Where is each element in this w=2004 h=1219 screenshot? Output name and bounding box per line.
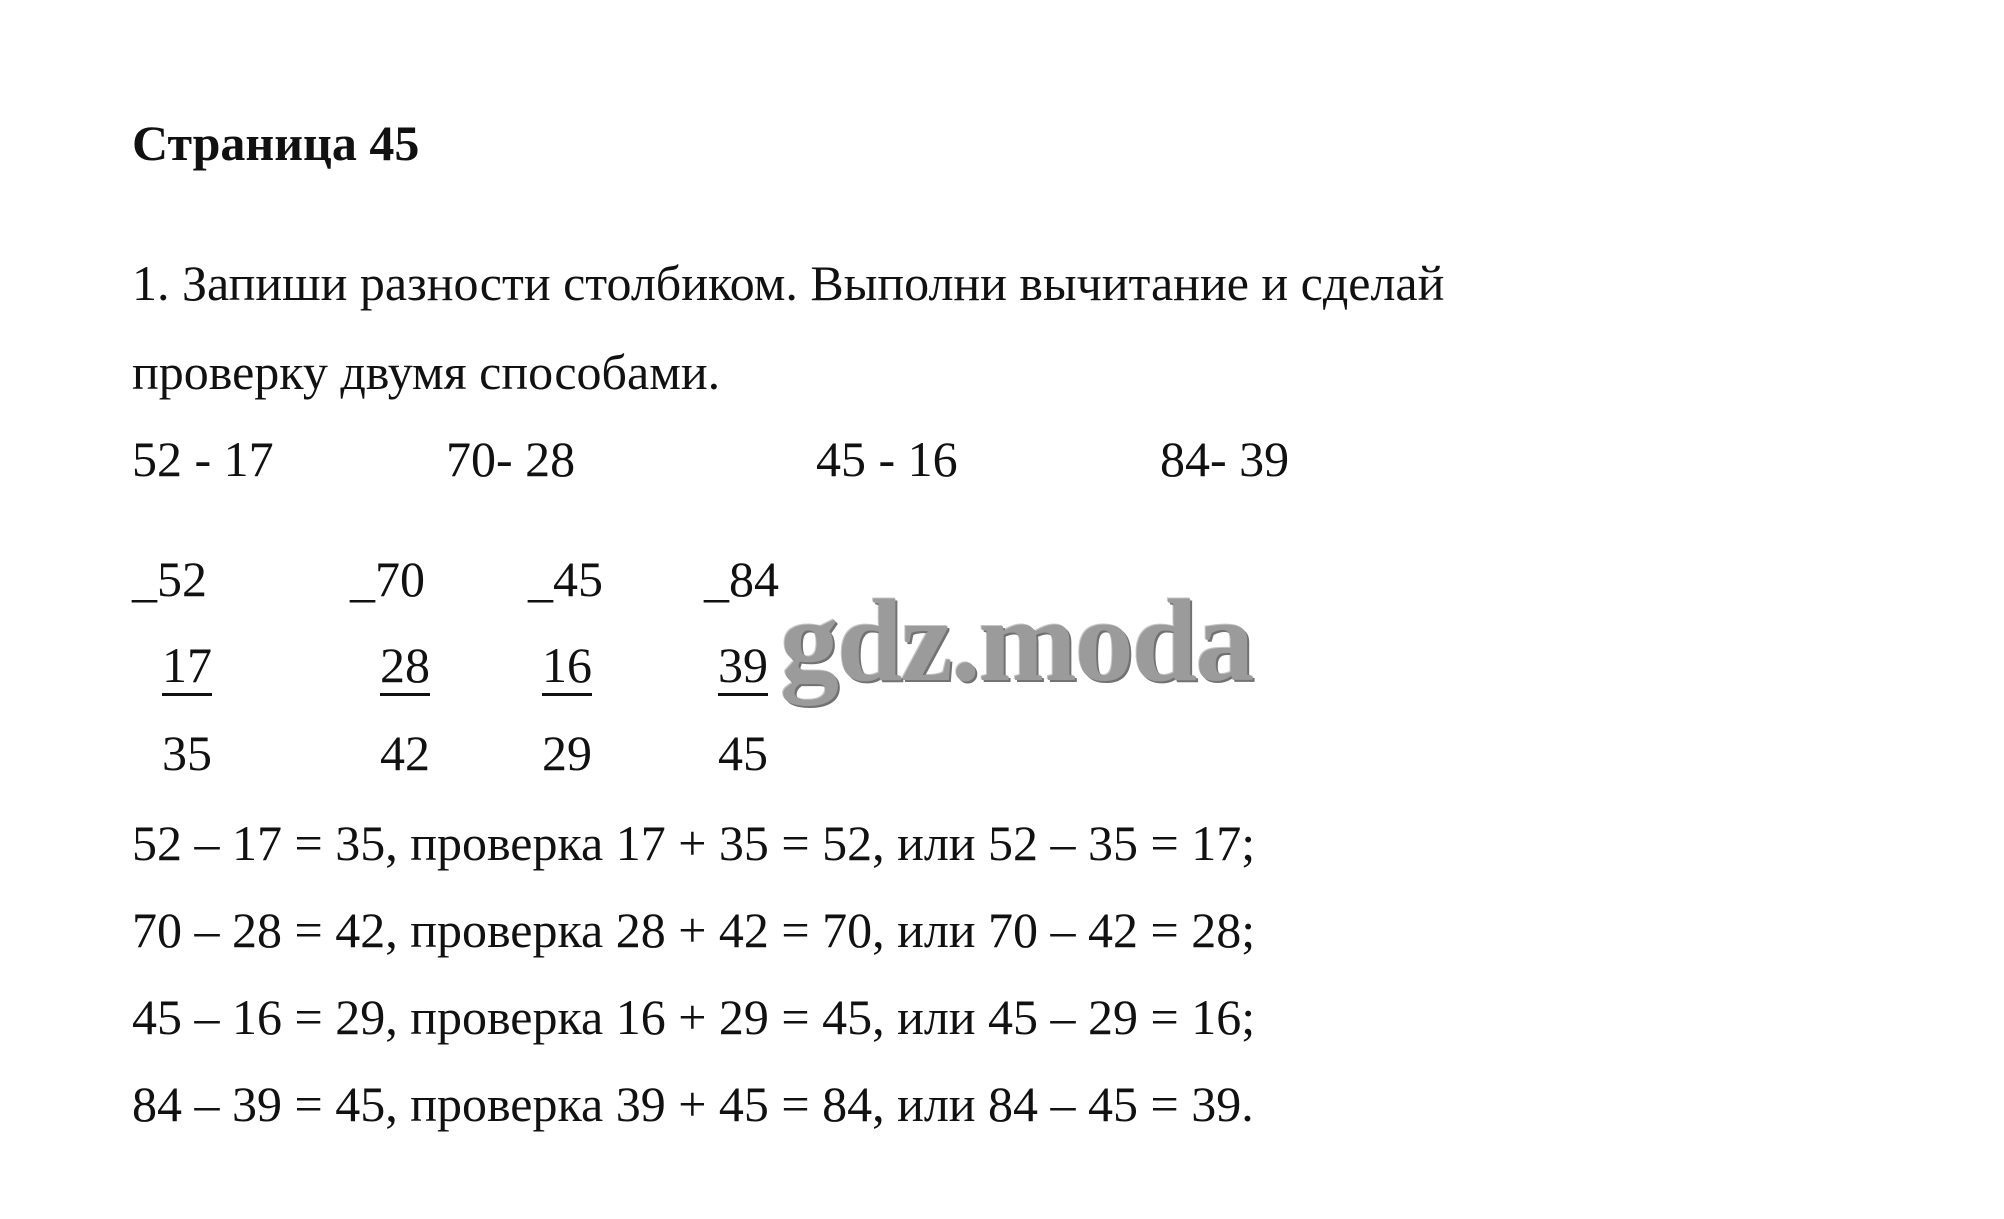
column-2-result: 42: [380, 725, 430, 781]
column-1-result: 35: [162, 725, 212, 781]
check-line-3: 45 – 16 = 29, проверка 16 + 29 = 45, или 45 – 29 = 16;: [132, 989, 1256, 1045]
check-line-1: 52 – 17 = 35, проверка 17 + 35 = 52, или 52 – 35 = 17;: [132, 815, 1256, 871]
task-text-line-1: 1. Запиши разности столбиком. Выполни вычитание и сделай: [132, 255, 1445, 311]
column-4-result: 45: [718, 725, 768, 781]
watermark-logo: gdz.moda: [780, 575, 1253, 706]
column-3-subtrahend: 16: [542, 640, 592, 696]
expression-4: 84- 39: [1160, 431, 1290, 487]
column-4-subtrahend: 39: [718, 640, 768, 696]
column-3-result: 29: [542, 725, 592, 781]
column-2-minuend: _70: [350, 551, 425, 607]
column-2-subtrahend: 28: [380, 640, 430, 696]
check-line-4: 84 – 39 = 45, проверка 39 + 45 = 84, или 84 – 45 = 39.: [132, 1076, 1254, 1132]
expression-1: 52 - 17: [132, 431, 274, 487]
column-3-minuend: _45: [528, 551, 603, 607]
column-1-minuend: _52: [132, 551, 207, 607]
check-line-2: 70 – 28 = 42, проверка 28 + 42 = 70, или 70 – 42 = 28;: [132, 902, 1256, 958]
column-1-subtrahend: 17: [162, 640, 212, 696]
expression-3: 45 - 16: [816, 431, 958, 487]
task-text-line-2: проверку двумя способами.: [132, 344, 721, 400]
expression-2: 70- 28: [446, 431, 576, 487]
page-title: Страница 45: [132, 115, 420, 171]
column-4-minuend: _84: [704, 551, 779, 607]
